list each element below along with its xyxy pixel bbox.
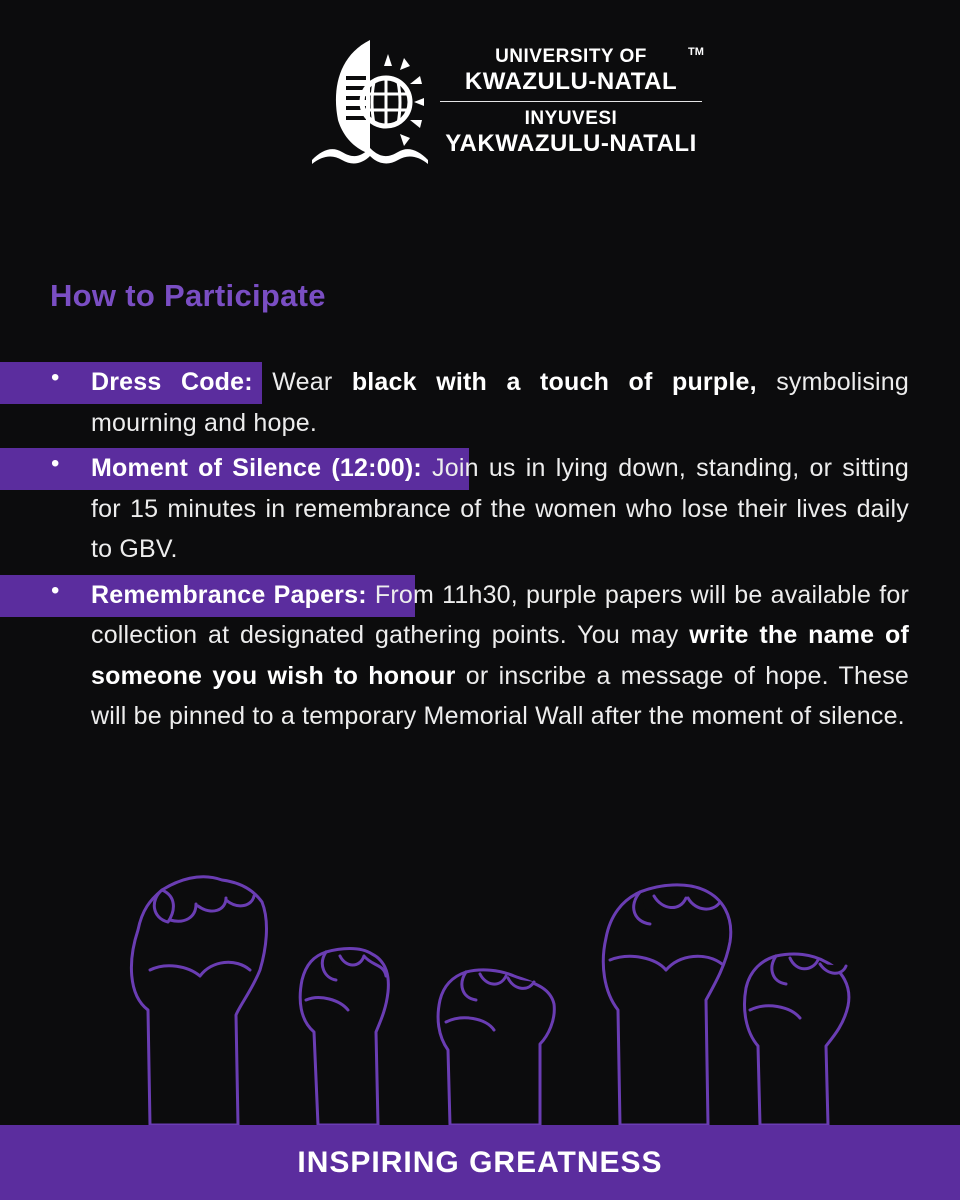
item-text-part: or inscribe a message of hope. These will be pinned to a temporary Memorial Wall after the moment of silence. <box>91 661 909 730</box>
list-item-text <box>91 362 909 443</box>
list-item-text <box>91 575 909 737</box>
logo-line-yakwazulu-natali: YAKWAZULU-NATALI <box>445 130 697 157</box>
item-text-part: symbolising mourning and hope. <box>91 368 910 437</box>
item-emphasis: black with a touch of purple, <box>351 368 757 396</box>
raised-fists-illustration <box>0 860 960 1125</box>
footer-band <box>0 1125 960 1200</box>
list-item-dress-code <box>0 362 960 443</box>
item-label: Remembrance Papers: <box>91 580 367 609</box>
item-emphasis: write the name of someone you wish to honour <box>91 621 909 690</box>
item-text-part: Join us in lying down, standing, or sitting for 15 minutes in remembrance of the women who lose their lives daily to GBV. <box>91 454 909 563</box>
item-label: Dress Code: <box>91 368 253 396</box>
logo-line-kwazulu-natal: KWAZULU-NATAL <box>464 68 678 95</box>
logo-divider <box>440 101 702 102</box>
fist-icon <box>603 885 730 1125</box>
bullet: • <box>51 576 60 604</box>
item-label: Moment of Silence (12:00): <box>91 454 422 482</box>
ukzn-shield-sun-icon <box>308 38 438 168</box>
list-item-moment-of-silence <box>0 448 960 570</box>
bullet: • <box>51 364 60 391</box>
ukzn-logo <box>308 38 708 168</box>
fist-icon <box>745 954 849 1125</box>
item-text-part: From 11h30, purple papers will be available for collection at designated gathering points. You may <box>91 580 909 649</box>
fist-icon <box>438 970 554 1125</box>
logo-line-university-of: UNIVERSITY OF <box>495 46 647 67</box>
list-item-remembrance-papers <box>0 575 960 737</box>
list-item-text <box>91 448 909 570</box>
item-text-part: Wear <box>272 368 352 396</box>
fist-icon <box>131 877 266 1125</box>
participation-list <box>0 362 960 737</box>
logo-wordmark <box>440 46 702 158</box>
section-heading: How to Participate <box>50 278 326 313</box>
logo-line-inyuvesi: INYUVESI <box>524 108 618 129</box>
footer-slogan: INSPIRING GREATNESS <box>297 1146 663 1179</box>
bullet: • <box>51 450 60 477</box>
fist-icon <box>300 949 388 1126</box>
trademark-mark: TM <box>688 46 704 58</box>
